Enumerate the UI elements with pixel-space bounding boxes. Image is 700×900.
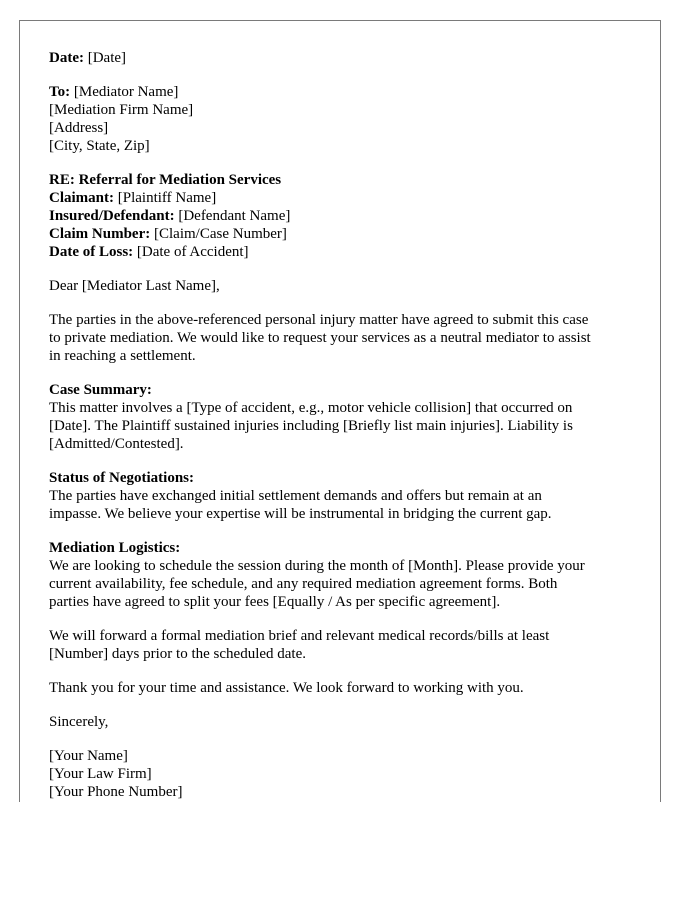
logistics-heading [49, 539, 639, 557]
intro-line: in reaching a settlement. [49, 348, 196, 364]
claimant-label: Claimant: [49, 190, 114, 206]
recipient-block [49, 83, 639, 155]
defendant-label: Insured/Defendant: [49, 208, 175, 224]
recipient-city: [City, State, Zip] [49, 138, 150, 154]
claimant-line [49, 189, 639, 207]
logistics-line: current availability, fee schedule, and any required mediation agreement forms. Both [49, 576, 558, 592]
intro-paragraph [49, 311, 639, 365]
date-of-loss-line [49, 243, 639, 261]
defendant-line [49, 207, 639, 225]
signature-name: [Your Name] [49, 748, 128, 764]
reference-block [49, 171, 639, 261]
claim-number-line [49, 225, 639, 243]
logistics-section [49, 539, 639, 611]
thanks-paragraph [49, 679, 639, 697]
case-summary-heading-text: Case Summary: [49, 382, 152, 398]
forward-paragraph [49, 627, 639, 663]
negotiations-line: The parties have exchanged initial settlement demands and offers but remain at an [49, 488, 542, 504]
negotiations-line: impasse. We believe your expertise will be instrumental in bridging the current gap. [49, 506, 552, 522]
date-block [49, 49, 639, 67]
mediation-firm: [Mediation Firm Name] [49, 102, 194, 118]
salutation-text: Dear [Mediator Last Name], [49, 278, 220, 294]
letter-body [49, 49, 639, 802]
date-of-loss-value: [Date of Accident] [136, 244, 249, 260]
closing-text: Sincerely, [49, 714, 109, 730]
logistics-heading-text: Mediation Logistics: [49, 540, 181, 556]
signature-firm: [Your Law Firm] [49, 766, 152, 782]
forward-line: We will forward a formal mediation brief and relevant medical records/bills at least [49, 628, 550, 644]
date-of-loss-label: Date of Loss: [49, 244, 134, 260]
case-summary-line: [Date]. The Plaintiff sustained injuries including [Briefly list main injuries]. Liability is [49, 418, 573, 434]
date-value: [Date] [87, 50, 127, 66]
forward-line: [Number] days prior to the scheduled date. [49, 646, 306, 662]
signature-block [49, 747, 639, 801]
logistics-line: We are looking to schedule the session during the month of [Month]. Please provide your [49, 558, 585, 574]
claimant-value: [Plaintiff Name] [117, 190, 217, 206]
negotiations-section [49, 469, 639, 523]
re-subject-text: RE: Referral for Mediation Services [49, 172, 282, 188]
negotiations-heading [49, 469, 639, 487]
intro-line: to private mediation. We would like to request your services as a neutral mediator to assist [49, 330, 591, 346]
date-line [49, 49, 639, 67]
recipient-address: [Address] [49, 120, 109, 136]
mediator-name: [Mediator Name] [73, 84, 179, 100]
negotiations-heading-text: Status of Negotiations: [49, 470, 194, 486]
recipient-name-line [49, 83, 639, 101]
claim-number-value: [Claim/Case Number] [154, 226, 287, 242]
signature-phone: [Your Phone Number] [49, 784, 183, 800]
date-label: Date: [49, 50, 84, 66]
claim-number-label: Claim Number: [49, 226, 151, 242]
case-summary-line: This matter involves a [Type of accident, e.g., motor vehicle collision] that occurred on [49, 400, 573, 416]
case-summary-section [49, 381, 639, 453]
logistics-line: parties have agreed to split your fees [Equally / As per specific agreement]. [49, 594, 501, 610]
closing [49, 713, 639, 731]
case-summary-heading [49, 381, 639, 399]
defendant-value: [Defendant Name] [178, 208, 291, 224]
intro-line: The parties in the above-referenced personal injury matter have agreed to submit this case [49, 312, 589, 328]
thanks-text: Thank you for your time and assistance. We look forward to working with you. [49, 680, 524, 696]
salutation [49, 277, 639, 295]
letter-page [19, 20, 661, 802]
case-summary-line: [Admitted/Contested]. [49, 436, 184, 452]
to-label: To: [49, 84, 71, 100]
re-subject [49, 171, 639, 189]
